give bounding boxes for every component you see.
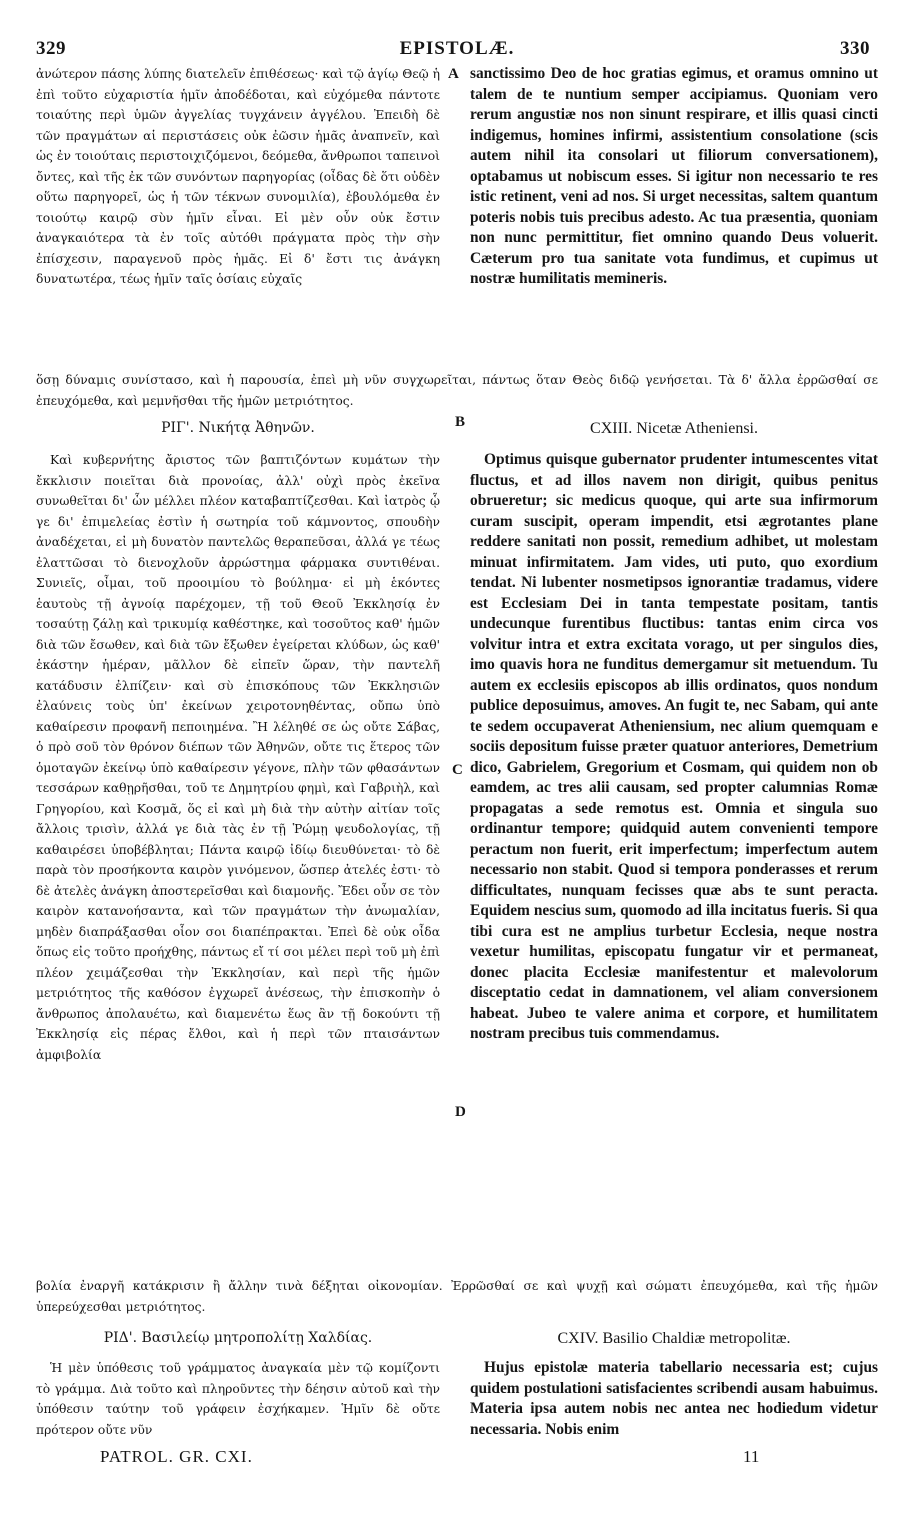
running-title: EPISTOLÆ.	[399, 38, 515, 59]
greek-letter-113-body	[36, 450, 440, 1474]
page-number-right: 330	[840, 38, 870, 59]
section-marker-c: C	[452, 762, 463, 778]
latin-letter-114-body	[470, 1358, 878, 1440]
greek-letter-113-title: ΡΙΓ'. Νικήτᾳ Ἀθηνῶν.	[161, 420, 315, 436]
latin-letter-113-body	[470, 450, 878, 1276]
greek-letter-114-title: ΡΙΔ'. Βασιλείῳ μητροπολίτῃ Χαλδίας.	[103, 1330, 373, 1346]
latin-letter-113-title: CXIII. Nicetæ Atheniensi.	[590, 420, 758, 437]
latin-text-continuation	[470, 64, 878, 370]
footer-series-label: PATROL. GR. CXI.	[100, 1447, 253, 1466]
page-number-left: 329	[36, 38, 66, 59]
latin-letter-114-title: CXIV. Basilio Chaldiæ metropolitæ.	[557, 1330, 791, 1347]
latin-paragraph: sanctissimo Deo de hoc gratias egimus, et oramus omnino ut talem de te nuntium semper accipiamus. Quoniam vero rerum angustiæ nos non sinunt respirare, et illis quasi cincti indigemus, homines infirmi, assistentium consolatione (scis autem nihil ita consolari ut filiorum conversationem), optabamus ut nobiscum esses. Si igitur non necessario te res istic retinent, veni ad nos. Si urget necessitas, saltem quantum poteris nobis tuis precibus adesto. Ac tua præsentia, quoniam non nunc permittitur, fiet omnino quando Deus voluerit. Cæterum pro tua sanitate vota fundimus, et cupimus ut nostræ humilitatis memineris.	[470, 65, 878, 287]
greek-closing-text-113: βολία ἐναργῆ κατάκρισιν ἢ ἄλλην τινὰ δέξηται οἰκονομίαν. Ἐρρῶσθαί σε καὶ ψυχῇ καὶ σώματι ἐπευχόμεθα, καὶ τῆς ἡμῶν ὑπερεύχεσθαι μετριότητος.	[36, 1279, 878, 1314]
greek-paragraph: ἀνώτερον πάσης λύπης διατελεῖν ἐπιθέσεως· καὶ τῷ ἁγίῳ Θεῷ ἡ ἐπὶ τοῦτο εὐχαριστία ἡμῖν ἀποδέδοται, καὶ εὐχόμεθα πάντοτε τοιαύτης περὶ ὑμῶν ἀγγελίας τυγχάνειν ἀγγέλου. Ἐπειδὴ δὲ τῶν πραγμάτων αἱ περιστάσεις οὐκ ἐῶσιν ἡμᾶς ἀναπνεῖν, καὶ ὡς ἐν τοιούταις περιστοιχιζόμενοι, δεόμεθα, ἄνθρωποι ταπεινοὶ ὄντες, καὶ τῆς ἐκ τῶν συνόντων παρηγορίας (οἶδας δὲ ὅτι οὐδὲν οὕτω παρηγορεῖ, ὡς ἡ τῶν τέκνων συνομιλία), ἐβουλόμεθα ἐν τοιούτῳ καιρῷ σὺν ἡμῖν εἶναι. Εἰ μὲν οὖν οὐκ ἔστιν ἀναγκαιότερα τὰ ἐν τοῖς αὐτόθι πράγματα πρὸς τὴν σὴν ἐπίσχεσιν, παραγενοῦ πρὸς ἡμᾶς. Εἰ δ' ἔστι τις ἀνάγκη δυνατωτέρα, τέως ἡμῖν ταῖς ὁσίαις εὐχαῖς	[36, 67, 440, 286]
greek-letter-114-text: Ἡ μὲν ὑπόθεσις τοῦ γράμματος ἀναγκαία μὲν τῷ κομίζοντι τὸ γράμμα. Διὰ τοῦτο καὶ πληροῦντες τὴν δέησιν αὐτοῦ καὶ τὴν ὑπόθεσιν ταύτην τοῦ γράφειν ἐσχήκαμεν. Ἡμῖν δὲ οὔτε πρότερον οὔτε νῦν	[36, 1361, 440, 1437]
greek-closing-text: ὅσῃ δύναμις συνίστασο, καὶ ἡ παρουσία, ἐπεὶ μὴ νῦν συγχωρεῖται, πάντως ὅταν Θεὸς διδῷ γενήσεται. Τὰ δ' ἄλλα ἐρρῶσθαί σε ἐπευχόμεθα, καὶ μεμνῆσθαι τῆς ἡμῶν μετριότητος.	[36, 373, 878, 408]
greek-text-continuation	[36, 64, 440, 370]
section-marker-a: A	[448, 66, 459, 82]
greek-closing-lines	[36, 370, 878, 414]
footer-signature-number: 11	[743, 1447, 760, 1466]
section-marker-d: D	[455, 1104, 466, 1120]
latin-letter-113-text: Optimus quisque gubernator prudenter intumescentes vitat fluctus, et ad illos navem non dirigit, quibus penitus obrueretur; sic medicus quoque, qui arte sua infirmorum curam suscipit, operam impendit, etsi ægrotantes plane reddere sanitati non possit, remedium adhibet, ut molestam minuat infirmitatem. Jam vides, uti puto, quo exordium tendat. Ni lubenter nosmetipsos ignorantiæ tradamus, videre est Ecclesiam Dei in tanta tempestate positam, tantis undecunque furentibus fluctibus: tantas enim circa vos volvitur intra et extra excitata vorago, ut per singulos dies, imo quavis hora ne funditus demergamur sit metuendum. Tu autem ex ecclesiis episcopos ab illis ordinatos, quos nondum publice deposuimus, amoves. An fugit te, nec Sabam, qui ante te sedem occupaverat Atheniensium, nec alium quemquam e sociis depositum fuisse præter quatuor anteriores, Demetrium dico, Gabrielem, Gregorium et Cosmam, qui quidem non ob eamdem, ac tres alii causam, sed propter calumnias Romæ propagatas a sede remotus est. Omnia et singula suo ordinantur tempore; quidquid autem convenienti tempore peractum non fuerit, erit imperfectum; imperfectum autem necessario non stabit. Quod si tempora ponderasses et rerum difficultates, nunquam fecisses quæ abs te sunt peracta. Equidem nescius sum, quomodo ad illa incitatus fueris. Si qua tibi cura est ne amplius turbetur Ecclesia, neque nostra vexetur humilitas, episcopatu fungatur vir et permaneat, donec placita Ecclesiæ manifestentur et malevolorum disceptatio cedat in damnationem, vel aliam conversionem habeat. Jubeo te valere anima et corpore, et humilitatem nostram precibus tuis commendamus.	[470, 451, 878, 1042]
greek-letter-113-text: Καὶ κυβερνήτης ἄριστος τῶν βαπτιζόντων κυμάτων τὴν ἔκκλισιν ποιεῖται διὰ προνοίας, ἀλλ' οὐχὶ πρὸς ἐκεῖνα συνωθεῖται δι' ὧν μέλλει πλέον καταβαπτίζεσθαι. Καὶ ἰατρὸς ᾧ γε δι' ἐπιμελείας ἐστὶν ἡ σωτηρία τοῦ κάμνοντος, σπουδὴν ἀναδέχεται, εἰ μὴ δυνατὸν παντελῶς θεραπεῦσαι, ἀλλά γε τέως ἐλαττῶσαι τὸ διενοχλοῦν ἀρρώστημα φάρμακα συντιθέναι. Συνιεῖς, οἶμαι, τοῦ προοιμίου τὸ βούλημα· εἰ μὴ ἑκόντες ἑαυτοὺς τῇ ἀγνοίᾳ παρέχομεν, τῇ τοῦ Θεοῦ Ἐκκλησίᾳ ἐν τοσαύτῃ ζάλῃ καὶ τρικυμίᾳ καθέστηκε, καὶ τοσοῦτος καθ' ἡμῶν διὰ τῶν ἔσωθεν, καὶ διὰ τῶν ἔξωθεν ἐγείρεται κλύδων, ὡς καθ' ἑκάστην ἡμέραν, μᾶλλον δὲ εἰπεῖν ὥραν, τὴν παντελῆ κατάδυσιν ἐλπίζειν· καὶ σὺ ἐπισκόπους τῶν Ἐκκλησιῶν ἐλαύνεις τοὺς ὑπ' ἐκείνων χειροτονηθέντας, οὔπω ὑπὸ καθαίρεσιν προφανῆ πεποιημένα. Ἢ λέληθέ σε ὡς οὔτε Σάβας, ὁ πρὸ σοῦ τὸν θρόνον διέπων τῶν Ἀθηνῶν, οὔτε τις ἕτερος τῶν ὁμοταγῶν ἐκείνῳ ὑπὸ καθαίρεσιν γέγονε, πλὴν τῶν φθασάντων τεσσάρων καθῃρῆσθαι, τοῦ τε Δημητρίου φημὶ, καὶ Γαβριὴλ, καὶ Γρηγορίου, καὶ Κοσμᾶ, ὅς εἰ καὶ μὴ διὰ τὴν αὐτὴν αἰτίαν τοῖς ἄλλοις τρισὶν, ἀλλά γε διὰ τὰς ἐν τῇ Ῥώμῃ ψευδολογίας, τῇ καθαιρέσει ὑποβέβληται; Πάντα καιρῷ ἰδίῳ διευθύνεται· τὸ δὲ παρὰ τὸν προσήκοντα καιρὸν γινόμενον, ὥσπερ ἀτελές ἐστι· τὸ δὲ ἀτελὲς ἀνάγκη ἀποστερεῖσθαι καὶ διαμονῆς. Ἔδει οὖν σε τὸν καιρὸν κατανοήσαντα, καὶ τῶν πραγμάτων τὴν ἀνωμαλίαν, μηδὲν διαπράξασθαι οἷον σοι διαπέπρακται. Ἐπεὶ δὲ οὐκ οἶδα ὅπως εἰς τοῦτο προήχθης, πάντως εἴ τί σοι μέλει περὶ τοῦ μὴ ἐπὶ πλέον χειμάζεσθαι τὴν Ἐκκλησίαν, καὶ περὶ τῆς ἡμῶν μετριότητος τῆς καθόσον ἐγχωρεῖ ἀνέσεως, τὴν ἐπισκοπὴν ὁ ἄνθρωπος ἀπολαυέτω, καὶ διαμενέτω ἕως ἂν τῇ δοκούντι τῇ Ἐκκλησίᾳ εἰς πέρας ἔλθοι, καὶ ἡ περὶ τῶν πταισάντων ἀμφιβολία	[36, 453, 440, 1062]
greek-closing-lines-113	[36, 1276, 878, 1320]
section-marker-b: B	[455, 414, 466, 430]
latin-letter-114-text: Hujus epistolæ materia tabellario necessaria est; cujus quidem postulationi satisfacientes scribendi ausam habuimus. Materia ipsa autem nobis nec antea nec hodiedum videtur necessaria. Nobis enim	[470, 1359, 878, 1438]
greek-letter-114-body	[36, 1358, 440, 1440]
